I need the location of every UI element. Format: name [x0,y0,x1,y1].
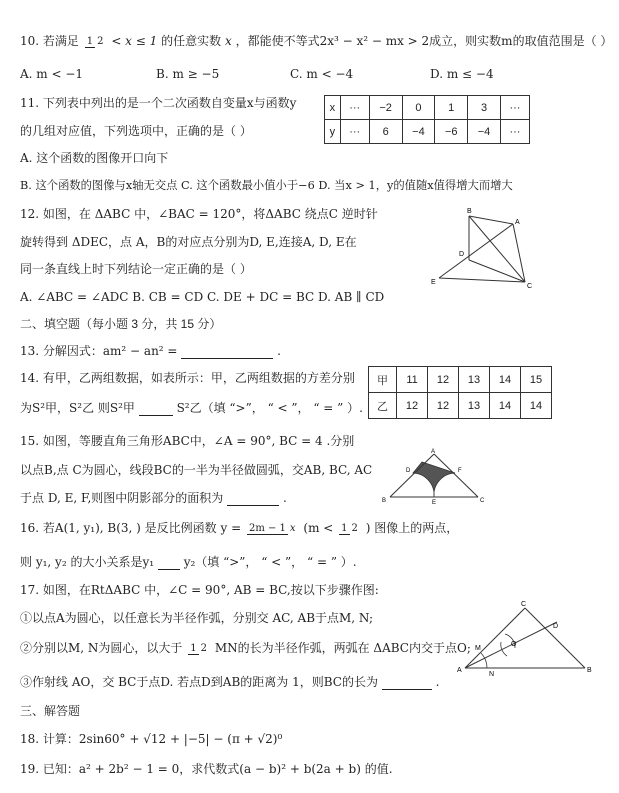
q12-figure [425,204,545,292]
q19-line: 19. 已知：a² + 2b² − 1 = 0，求代数式(a − b)² + b(2a + b) 的值. [20,762,393,776]
q17-step2: ②分别以M, N为圆心，以大于 1 2 MN的长为半径作弧，两弧在 ΔABC内交于点O; [20,641,471,655]
q10-option-b: B. m ≥ −5 [156,67,220,81]
q14-line1: 14. 有甲，乙两组数据，如表所示：甲，乙两组数据的方差分别 [20,371,355,385]
fig-label: N [489,671,495,678]
q10-option-a: A. m < −1 [20,67,84,81]
q16-fraction: 2m − 1 x [248,522,296,534]
q11-table [324,95,530,144]
table-cell: 14 [490,367,521,393]
q15-line1: 15. 如图，等腰直角三角形ABC中，∠A = 90°, BC = 4 .分别 [20,434,355,448]
answer-blank[interactable] [181,346,273,359]
table-cell: x [325,96,341,120]
fig-label: B [382,498,387,504]
table-cell: ··· [340,96,369,120]
q12-line3: 同一条直线上时下列结论一定正确的是（ ） [20,262,252,276]
fig-label: C [521,601,527,608]
fig-label: D [459,251,465,258]
fig-label: D [553,623,559,630]
table-cell: 0 [402,96,435,120]
q12-line2: 旋转得到 ΔDEC，点 A，B的对应点分别为D, E,连接A, D, E在 [20,235,357,249]
table-cell: 12 [397,393,428,419]
q10-option-d: D. m ≤ −4 [430,67,494,81]
q14-line2: 为S²甲，S²乙 则S²甲 S²乙（填 “>”， “ < ”， “ = ” ）. [20,401,363,415]
table-cell: ··· [340,120,369,144]
table-cell: ··· [500,120,529,144]
table-cell: −6 [435,120,468,144]
table-cell: 12 [428,393,459,419]
table-cell: y [325,120,341,144]
table-cell: 14 [521,393,552,419]
q10-stem: 10. 若满足 1 2 < x ≤ 1 的任意实数 x ，都能使不等式2x³ − x² − mx > 2成立，则实数m的取值范围是（ ） [20,34,613,48]
q16-m-fraction: 1 2 [341,522,358,534]
fig-label: A [457,667,462,674]
q11-line2: 的几组对应值，下列选项中，正确的是（ ） [20,124,252,138]
fig-label: A [515,219,520,226]
q17-fraction: 1 2 [190,642,207,654]
fig-label: E [432,500,437,506]
table-cell: 乙 [369,393,397,419]
table-cell: 12 [428,367,459,393]
q10-fraction: 1 2 [86,35,104,47]
table-cell: 13 [459,393,490,419]
table-cell: 14 [490,393,521,419]
q17-line1: 17. 如图，在RtΔABC 中，∠C = 90°, AB = BC,按以下步骤作图: [20,583,379,597]
table-cell: 甲 [369,367,397,393]
q10-option-c: C. m < −4 [290,67,354,81]
q18-line: 18. 计算：2sin60° + √12 + |−5| − (π + √2)⁰ [20,732,283,746]
q17-step1: ①以点A为圆心，以任意长为半径作弧，分别交 AC, AB于点M, N; [20,611,374,625]
q11-options-bcd: B. 这个函数的图像与x轴无交点 C. 这个函数最小值小于−6 D. 当x > 1，y的值随x值得增大而增大 [20,179,513,192]
q15-line2: 以点B,点 C为圆心，线段BC的一半为半径做圆弧，交AB, BC, AC [20,463,373,477]
fig-label: D [406,468,411,474]
table-cell: −4 [402,120,435,144]
fig-label: E [431,279,436,286]
q17-figure [455,598,595,678]
table-cell: 6 [369,120,402,144]
answer-blank[interactable] [158,557,180,570]
fig-label: A [431,449,436,455]
fig-label: B [467,208,472,215]
section-solve-title: 三、解答题 [20,704,81,718]
section-fill-in-title: 二、填空题（每小题 3 分，共 15 分） [20,317,222,331]
table-cell: −4 [468,120,501,144]
q16-line2: 则 y₁, y₂ 的大小关系是y₁ y₂（填 “>”， “ < ”， “ = ” ）. [20,555,357,569]
q15-figure [378,448,488,506]
q16-line1: 16. 若A(1, y₁), B(3, ) 是反比例函数 y = 2m − 1 x (m < 1 2 ) 图像上的两点， [20,521,459,535]
table-cell: 11 [397,367,428,393]
q11-line1: 11. 下列表中列出的是一个二次函数自变量x与函数y [20,96,297,110]
table-cell: −2 [369,96,402,120]
q15-line3: 于点 D, E, F,则图中阴影部分的面积为 . [20,491,287,505]
table-cell: 13 [459,367,490,393]
q17-step3: ③作射线 AO，交 BC于点D. 若点D到AB的距离为 1，则BC的长为 . [20,675,440,689]
fig-label: F [458,468,462,474]
fig-label: C [527,283,533,290]
table-cell: 3 [468,96,501,120]
fig-label: M [475,645,481,652]
q13-line: 13. 分解因式：am² − an² = . [20,344,281,358]
q12-line1: 12. 如图，在 ΔABC 中，∠BAC = 120°，将ΔABC 绕点C 逆时针 [20,207,378,221]
shaded-region [413,462,455,497]
fig-label: C [480,498,485,504]
fig-label: O [511,641,517,648]
fig-label: B [587,667,592,674]
q14-table [368,366,552,419]
q12-options: A. ∠ABC = ∠ADC B. CB = CD C. DE + DC = BC D. AB ∥ CD [20,290,385,304]
answer-blank[interactable] [382,677,432,690]
table-cell: ··· [500,96,529,120]
answer-blank[interactable] [227,493,279,506]
q11-option-a: A. 这个函数的图像开口向下 [20,151,169,165]
table-cell: 1 [435,96,468,120]
answer-blank[interactable] [139,403,173,416]
table-cell: 15 [521,367,552,393]
